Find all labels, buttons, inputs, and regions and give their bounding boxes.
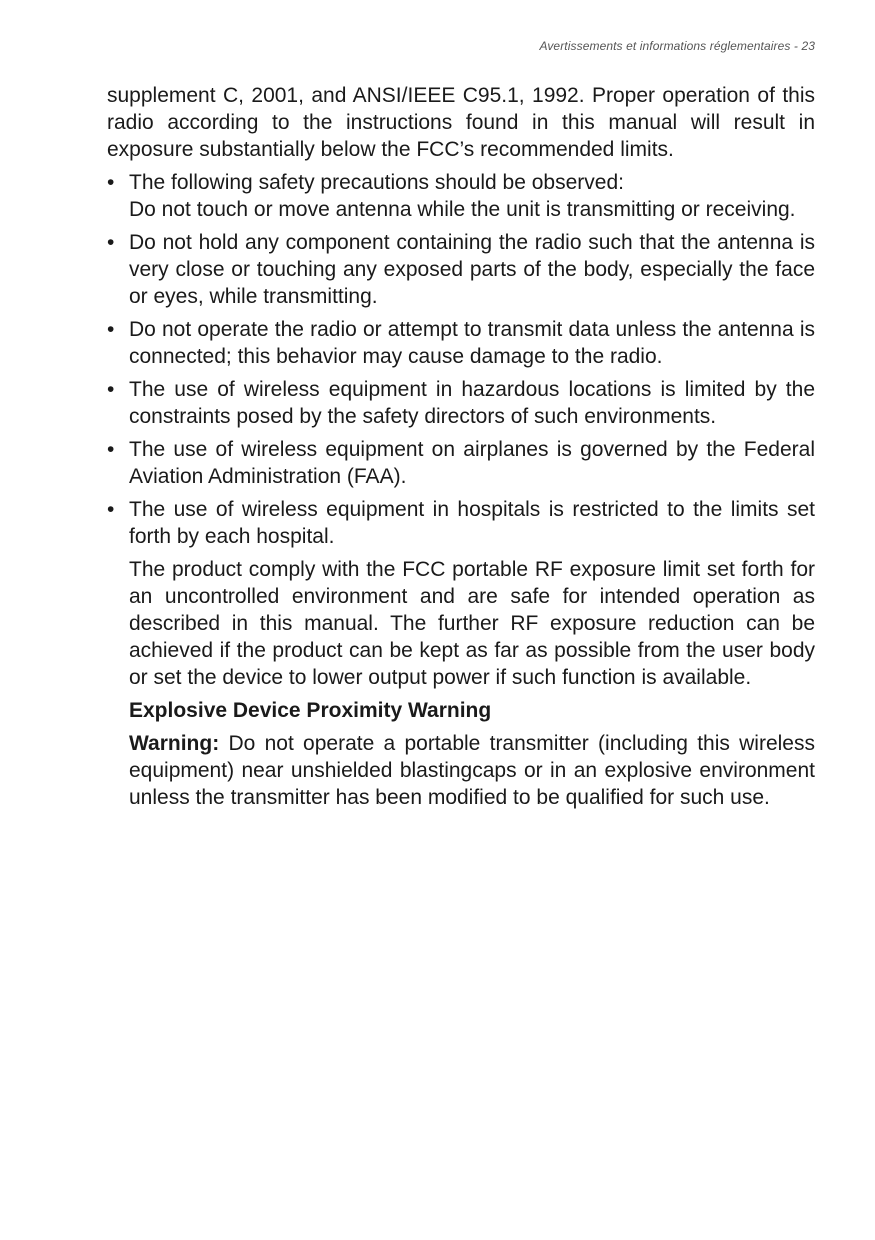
list-item: [107, 229, 815, 310]
bullet-icon: •: [107, 171, 115, 194]
list-item: [107, 496, 815, 550]
list-item-text: Do not operate the radio or attempt to transmit data unless the antenna is connected; this behavior may cause damage to the radio.: [129, 318, 815, 368]
warning-label: Warning:: [129, 732, 220, 755]
list-item-text: The use of wireless equipment in hazardous locations is limited by the constraints posed by the safety directors of such environments.: [129, 378, 815, 428]
bullet-icon: •: [107, 498, 115, 521]
bullet-icon: •: [107, 318, 115, 341]
bullet-icon: •: [107, 438, 115, 461]
list-item: [107, 436, 815, 490]
list-item-text: The use of wireless equipment on airplanes is governed by the Federal Aviation Administration (FAA).: [129, 438, 815, 488]
intro-paragraph: supplement C, 2001, and ANSI/IEEE C95.1, 1992. Proper operation of this radio according to the instructions found in this manual will result in exposure substantially below the FCC’s recommended limits.: [107, 84, 815, 161]
list-item-text: The use of wireless equipment in hospitals is restricted to the limits set forth by each hospital.: [129, 498, 815, 548]
safety-bullet-list: [107, 169, 815, 550]
warning-text: Do not operate a portable transmitter (including this wireless equipment) near unshielded blastingcaps or in an explosive environment unless the transmitter has been modified to be qualified for such use.: [129, 732, 815, 809]
rf-exposure-paragraph: The product comply with the FCC portable RF exposure limit set forth for an uncontrolled environment and are safe for intended operation as described in this manual. The further RF exposure reduction can be achieved if the product can be kept as far as possible from the user body or set the device to lower output power if such function is available.: [129, 558, 815, 689]
section-heading: Explosive Device Proximity Warning: [129, 699, 492, 722]
list-item: [107, 376, 815, 430]
list-item: [107, 169, 815, 223]
list-item-text: The following safety precautions should be observed:: [129, 171, 624, 194]
indented-section: [107, 556, 815, 811]
list-item-text: Do not touch or move antenna while the unit is transmitting or receiving.: [129, 198, 796, 221]
bullet-icon: •: [107, 231, 115, 254]
page-content: [107, 82, 815, 817]
warning-paragraph: [129, 730, 815, 811]
list-item: [107, 316, 815, 370]
list-item-text: Do not hold any component containing the radio such that the antenna is very close or touching any exposed parts of the body, especially the face or eyes, while transmitting.: [129, 231, 815, 308]
bullet-icon: •: [107, 378, 115, 401]
running-header: Avertissements et informations réglementaires - 23: [539, 39, 815, 53]
